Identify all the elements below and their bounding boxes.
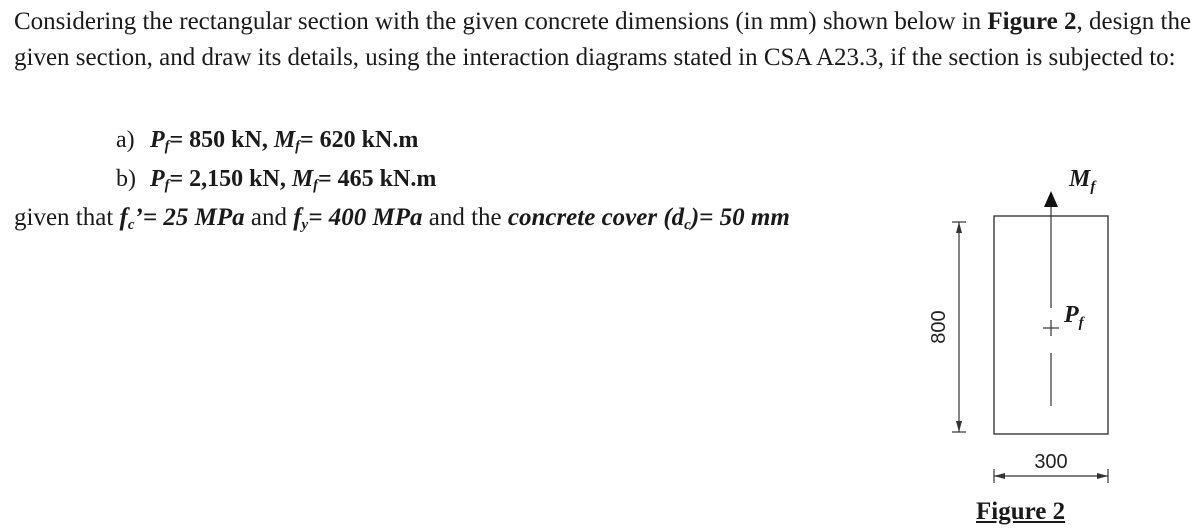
axial-load-symbol: P [150, 127, 165, 153]
fy-subscript: y [301, 216, 309, 233]
moment-subscript: f [313, 177, 318, 194]
fy-value: = 400 MPa [308, 204, 423, 231]
width-dimension-label: 300 [1034, 451, 1068, 473]
figure-caption: Figure 2 [976, 498, 1066, 525]
moment-symbol: M [273, 127, 296, 153]
fc-symbol: f [119, 204, 128, 231]
given-prefix: given that [14, 204, 120, 231]
cover-value: )= 50 mm [690, 204, 790, 231]
moment-label-subscript: f [1090, 179, 1096, 195]
axial-label-subscript: f [1078, 315, 1084, 331]
conjunction-text: and [244, 204, 294, 231]
height-arrow-top-icon [956, 222, 962, 233]
cover-subscript: c [684, 216, 691, 233]
fy-symbol: f [293, 204, 302, 231]
width-arrow-right-icon [1097, 473, 1108, 479]
given-properties [14, 200, 790, 243]
moment-value: = 465 kN.m [317, 165, 437, 192]
fc-value: ’= 25 MPa [134, 204, 245, 231]
axial-label-symbol: P [1064, 302, 1079, 328]
moment-subscript: f [295, 138, 300, 155]
intro-text-2: , design the given section, and draw its details, using the interaction diagrams stated in CSA A23.3, if the section is subjected to: [14, 8, 1192, 71]
moment-label [1068, 166, 1097, 195]
fc-subscript: c [127, 216, 135, 233]
load-case-b [116, 163, 436, 202]
problem-statement [14, 4, 1194, 76]
axial-load-value: = 850 kN, [169, 127, 274, 153]
section-figure [900, 150, 1140, 490]
axial-load-subscript: f [164, 177, 170, 194]
width-arrow-left-icon [994, 473, 1005, 479]
moment-label-symbol: M [1069, 166, 1091, 192]
height-arrow-bottom-icon [956, 421, 962, 432]
moment-arrow-head-icon [1044, 191, 1058, 207]
axial-load-symbol: P [150, 165, 165, 192]
moment-symbol: M [291, 165, 314, 192]
conjunction-text-2: and the [422, 204, 508, 231]
moment-value: = 620 kN.m [299, 127, 419, 153]
load-cases-list [116, 124, 436, 201]
figure-reference: Figure 2 [987, 8, 1077, 35]
axial-load-label [1063, 302, 1086, 331]
load-case-label: a) [116, 127, 135, 153]
load-case-a [116, 124, 436, 163]
axial-load-value: = 2,150 kN, [169, 165, 292, 192]
load-case-label: b) [116, 165, 136, 192]
height-dimension-label: 800 [928, 310, 950, 344]
cover-label: concrete cover (d [507, 204, 685, 231]
axial-load-subscript: f [164, 138, 170, 155]
intro-text-1: Considering the rectangular section with the given concrete dimensions (in mm) shown below in [14, 8, 988, 35]
